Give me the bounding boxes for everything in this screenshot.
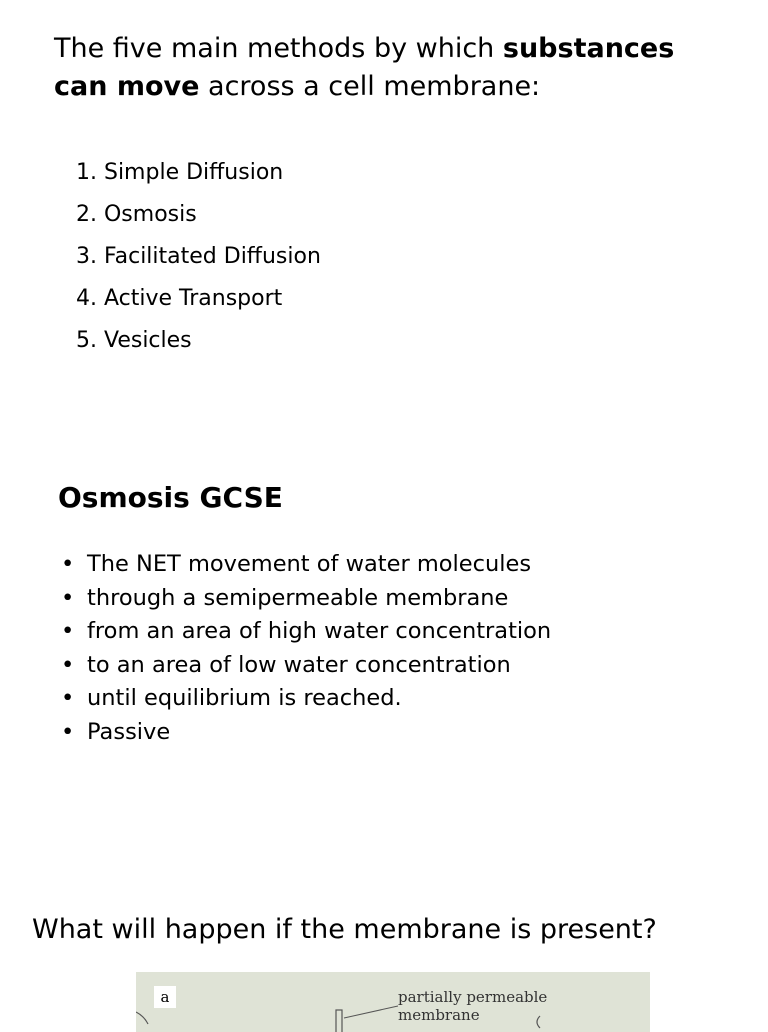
bullet-text: Passive [87, 718, 171, 745]
method-item: 4. Active Transport [76, 286, 283, 311]
bullet-item [60, 716, 551, 750]
bullet-item [60, 548, 551, 582]
slide-question [0, 900, 768, 1024]
osmosis-diagram-figure [136, 972, 650, 1032]
bullet-text: from an area of high water concentration [87, 618, 552, 645]
heading-part-1: The five main methods by which [54, 33, 503, 64]
question-text: What will happen if the membrane is present? [32, 914, 657, 945]
bullet-item [60, 582, 551, 616]
slide-osmosis [0, 460, 768, 780]
bullet-glyph: • [61, 718, 75, 745]
osmosis-bullet-list [60, 548, 551, 750]
bullet-glyph: • [61, 618, 75, 645]
bullet-item [60, 649, 551, 683]
label-leader-line [344, 1006, 398, 1018]
figure-caption [398, 988, 547, 1024]
heading-part-3: across a cell membrane: [199, 71, 541, 102]
figure-panel-label: a [154, 986, 176, 1008]
bullet-text: through a semipermeable membrane [87, 584, 509, 611]
bullet-glyph: • [61, 651, 75, 678]
caption-line-2: membrane [398, 1006, 480, 1024]
slide-heading [54, 30, 734, 106]
bullet-glyph: • [61, 685, 75, 712]
methods-list [76, 152, 321, 362]
method-item: 1. Simple Diffusion [76, 160, 284, 185]
method-item: 3. Facilitated Diffusion [76, 244, 321, 269]
bullet-text: The NET movement of water molecules [87, 551, 532, 577]
diagram-lines [136, 972, 650, 1032]
bullet-item [60, 682, 551, 716]
heading-part-2-bold: substances can move [54, 33, 675, 102]
slide-title: Osmosis GCSE [58, 481, 283, 514]
bullet-glyph: • [61, 584, 75, 611]
bullet-text: until equilibrium is reached. [87, 685, 402, 712]
slide-methods [0, 0, 768, 400]
method-item: 5. Vesicles [76, 328, 192, 353]
membrane-shape [336, 1010, 342, 1032]
method-item: 2. Osmosis [76, 202, 197, 227]
beaker-left-edge [136, 1012, 148, 1024]
bullet-item [60, 615, 551, 649]
bullet-text: to an area of low water concentration [87, 651, 511, 678]
bullet-glyph: • [61, 551, 75, 577]
caption-line-1: partially permeable [398, 988, 548, 1006]
